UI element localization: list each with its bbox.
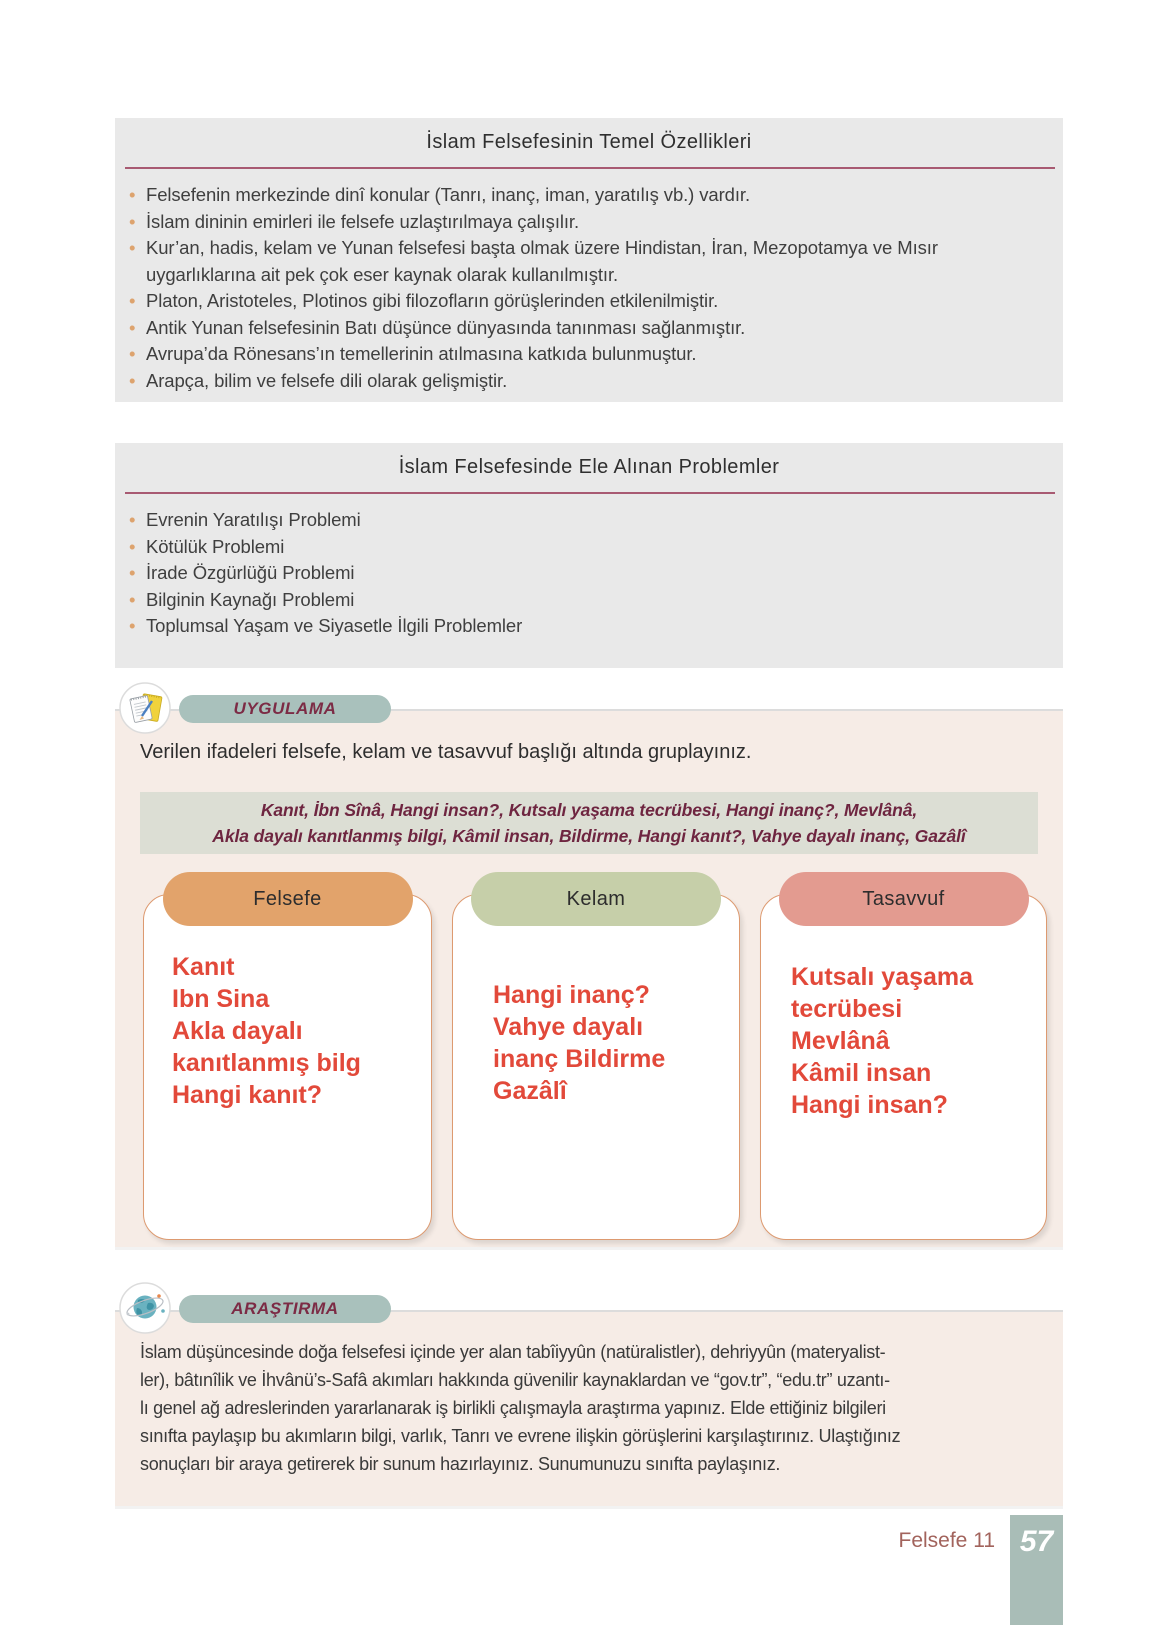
answer-line: Kutsalı yaşama	[791, 963, 974, 991]
answer-line: Gazâlî	[493, 1077, 567, 1105]
bullet-item: • Avrupa’da Rönesans’ın temellerinin atılmasına katkıda bulunmuştur.	[127, 341, 1045, 368]
tasavvuf-card	[760, 887, 1047, 1240]
answer-line: Vahye dayalı	[493, 1013, 644, 1041]
title-rule	[125, 167, 1055, 169]
features-bullet-list	[115, 182, 1063, 394]
globe-orbit-icon	[119, 1282, 171, 1334]
answer-line: inanç Bildirme	[493, 1045, 666, 1073]
title-rule	[125, 492, 1055, 494]
terms-line: Akla dayalı kanıtlanmış bilgi, Kâmil insan, Bildirme, Hangi kanıt?, Vahye dayalı inanç, Gazâlî	[212, 826, 966, 846]
answer-line: Kâmil insan	[791, 1059, 932, 1087]
uygulama-badge	[179, 695, 391, 723]
paragraph-line: sınıfta paylaşıp bu akımların bilgi, varlık, Tanrı ve evrene ilişkin görüşlerini karşılaştırınız. Ulaştığınız	[140, 1426, 901, 1446]
paragraph-line: İslam düşüncesinde doğa felsefesi içinde yer alan tabîiyyûn (natüralistler), dehriyyûn (materyalist-	[140, 1342, 886, 1362]
answer-line: Ibn Sina	[172, 985, 270, 1013]
uygulama-box	[115, 709, 1063, 1247]
arastirma-badge-label: ARAŞTIRMA	[231, 1299, 339, 1318]
bullet-item: • Evrenin Yaratılışı Problemi	[127, 507, 1045, 534]
kelam-card	[452, 887, 740, 1240]
kelam-card-header: Kelam	[471, 872, 721, 926]
arastirma-paragraph	[140, 1338, 1040, 1478]
bullet-item: • Arapça, bilim ve felsefe dili olarak gelişmiştir.	[127, 368, 1045, 395]
bullet-item: • Kur’an, hadis, kelam ve Yunan felsefesi başta olmak üzere Hindistan, İran, Mezopotamya ve Mısır uygarlıklarına ait pek çok eser kaynak olarak kullanılmıştır.	[127, 235, 1045, 288]
answer-line: Akla dayalı	[172, 1017, 303, 1045]
felsefe-answers[interactable]	[144, 895, 431, 1239]
paragraph-line: sonuçları bir araya getirerek bir sunum hazırlayınız. Sunumunuzu sınıfta paylaşınız.	[140, 1454, 781, 1474]
terms-line: Kanıt, İbn Sînâ, Hangi insan?, Kutsalı yaşama tecrübesi, Hangi inanç?, Mevlânâ,	[260, 800, 918, 820]
kelam-answers[interactable]	[453, 895, 739, 1239]
felsefe-card-header: Felsefe	[163, 872, 413, 926]
notepad-pencil-icon	[119, 682, 171, 734]
features-box	[115, 118, 1063, 402]
page-number-bar	[1010, 1515, 1063, 1625]
bullet-item: • Platon, Aristoteles, Plotinos gibi filozofların görüşlerinden etkilenilmiştir.	[127, 288, 1045, 315]
page-number: 57	[1019, 1525, 1054, 1558]
bullet-item: • Bilginin Kaynağı Problemi	[127, 587, 1045, 614]
answer-line: tecrübesi	[791, 995, 903, 1023]
answer-line: kanıtlanmış bilg	[172, 1049, 361, 1077]
arastirma-box	[115, 1310, 1063, 1506]
uygulama-badge-label: UYGULAMA	[233, 699, 337, 718]
problems-box	[115, 443, 1063, 668]
features-title: İslam Felsefesinin Temel Özellikleri	[426, 131, 752, 153]
terms-box	[140, 792, 1038, 854]
answer-line: Hangi kanıt?	[172, 1081, 323, 1109]
uygulama-instruction: Verilen ifadeleri felsefe, kelam ve tasavvuf başlığı altında gruplayınız.	[140, 741, 752, 763]
answer-line: Hangi insan?	[791, 1091, 948, 1119]
book-title-label: Felsefe 11	[898, 1529, 995, 1552]
bullet-item: • Toplumsal Yaşam ve Siyasetle İlgili Problemler	[127, 613, 1045, 640]
answer-line: Kanıt	[172, 953, 235, 981]
problems-bullet-list	[115, 507, 1063, 640]
bullet-item: • İslam dininin emirleri ile felsefe uzlaştırılmaya çalışılır.	[127, 209, 1045, 236]
bullet-item: • Felsefenin merkezinde dinî konular (Tanrı, inanç, iman, yaratılış vb.) vardır.	[127, 182, 1045, 209]
felsefe-card	[143, 887, 432, 1240]
answer-line: Mevlânâ	[791, 1027, 890, 1055]
tasavvuf-card-header: Tasavvuf	[779, 872, 1029, 926]
problems-title: İslam Felsefesinde Ele Alınan Problemler	[398, 456, 780, 478]
paragraph-line: ler), bâtınîlik ve İhvânü’s-Safâ akımları hakkında güvenilir kaynaklardan ve “gov.tr”, “edu.tr” uzantı-	[140, 1370, 890, 1390]
paragraph-line: lı genel ağ adreslerinden yararlanarak iş birlikli çalışmayla araştırma yapınız. Elde ettiğiniz bilgileri	[140, 1398, 886, 1418]
answer-line: Hangi inanç?	[493, 981, 650, 1009]
bullet-item: • İrade Özgürlüğü Problemi	[127, 560, 1045, 587]
bullet-item: • Kötülük Problemi	[127, 534, 1045, 561]
arastirma-badge	[179, 1295, 391, 1323]
bullet-item: • Antik Yunan felsefesinin Batı düşünce dünyasında tanınması sağlanmıştır.	[127, 315, 1045, 342]
tasavvuf-answers[interactable]	[761, 895, 1046, 1239]
